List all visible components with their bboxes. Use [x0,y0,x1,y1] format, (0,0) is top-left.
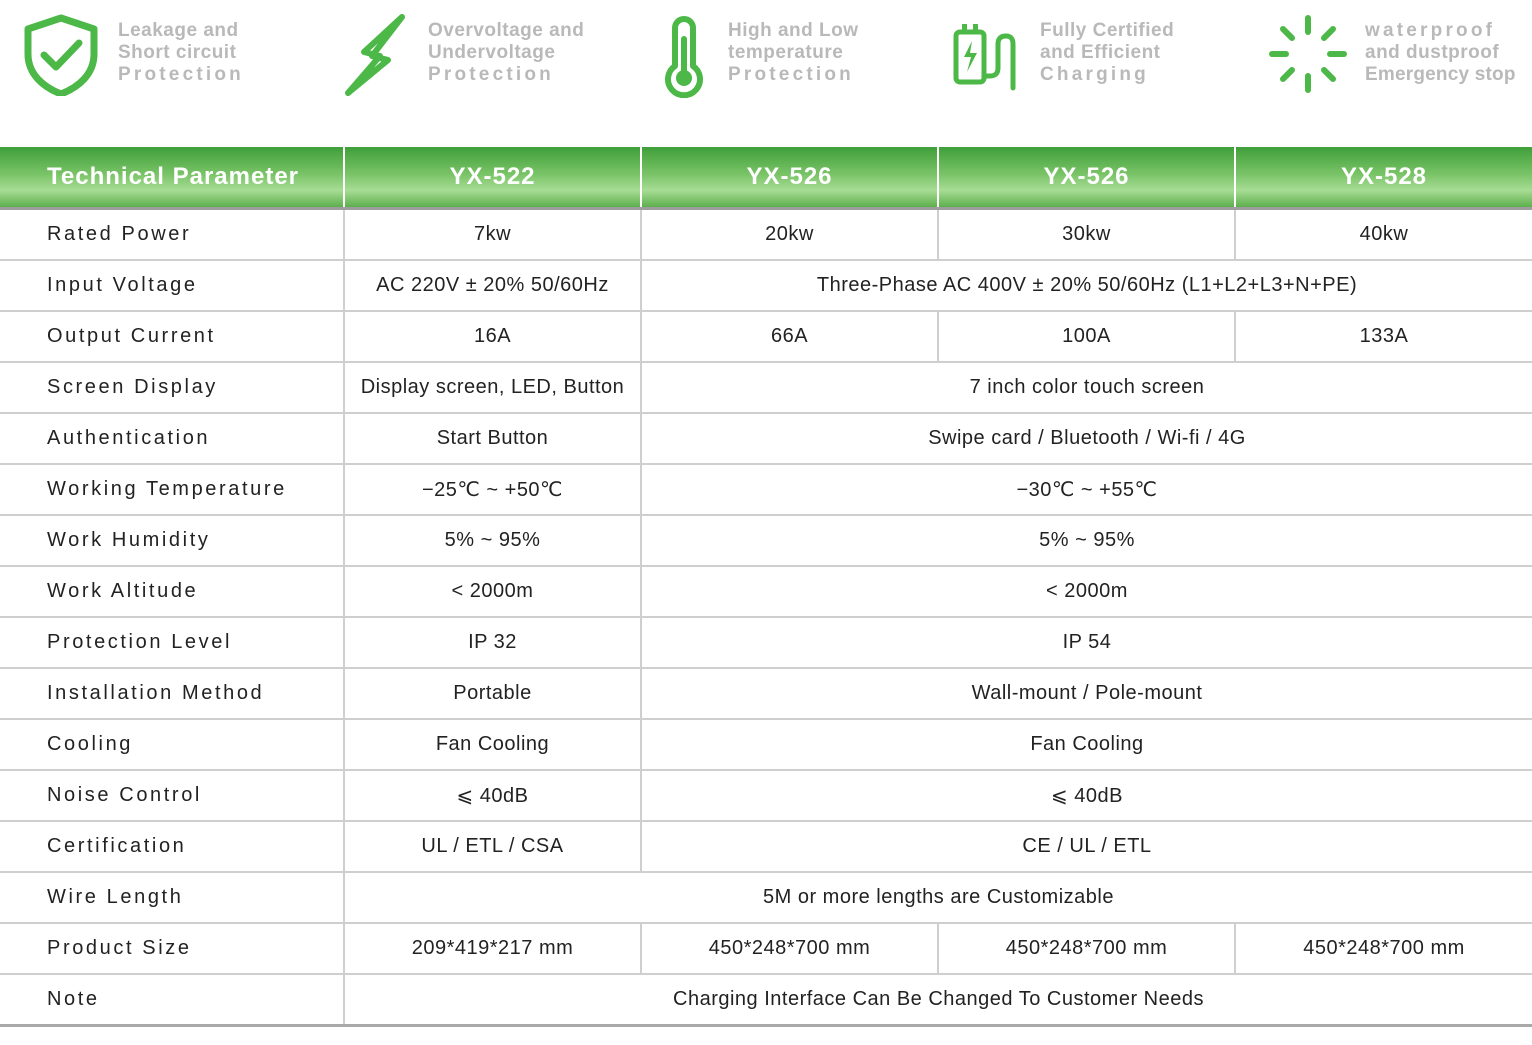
row-label: Rated Power [0,209,344,261]
table-cell: IP 32 [344,617,641,668]
header-model: YX-526 [641,147,938,209]
feature-text: Leakage and Short circuit Protection [118,20,244,85]
row-label: Authentication [0,413,344,464]
table-cell: UL / ETL / CSA [344,821,641,872]
table-cell: ⩽ 40dB [641,770,1532,821]
row-label: Work Humidity [0,515,344,566]
table-row [0,209,1532,261]
row-label: Note [0,974,344,1026]
table-cell: 100A [938,311,1235,362]
table-cell: 5% ~ 95% [641,515,1532,566]
table-row [0,872,1532,923]
table-row [0,668,1532,719]
table-cell: 5% ~ 95% [344,515,641,566]
table-cell: −30℃ ~ +55℃ [641,464,1532,515]
header-model: YX-526 [938,147,1235,209]
feature-waterproof-emergency [1268,14,1518,104]
table-cell: 7kw [344,209,641,261]
row-label: Wire Length [0,872,344,923]
feature-text: Overvoltage and Undervoltage Protection [428,20,585,85]
lightning-icon [344,14,406,96]
table-cell: 66A [641,311,938,362]
charger-plug-icon [950,14,1020,94]
table-cell: 450*248*700 mm [938,923,1235,974]
table-row [0,719,1532,770]
table-cell: Wall-mount / Pole-mount [641,668,1532,719]
row-label: Certification [0,821,344,872]
row-label: Cooling [0,719,344,770]
feature-voltage-protection [344,14,584,104]
table-cell: ⩽ 40dB [344,770,641,821]
table-row [0,566,1532,617]
table-cell: Portable [344,668,641,719]
table-cell: −25℃ ~ +50℃ [344,464,641,515]
table-row [0,413,1532,464]
table-cell: 133A [1235,311,1532,362]
table-cell: Start Button [344,413,641,464]
table-row [0,515,1532,566]
table-row [0,260,1532,311]
table-header-row [0,147,1532,209]
table-row [0,311,1532,362]
table-row [0,923,1532,974]
table-cell: 450*248*700 mm [1235,923,1532,974]
feature-text: Fully Certified and Efficient Charging [1040,20,1175,85]
table-row [0,770,1532,821]
table-cell: AC 220V ± 20% 50/60Hz [344,260,641,311]
table-row [0,617,1532,668]
table-cell: 16A [344,311,641,362]
table-row [0,362,1532,413]
row-label: Protection Level [0,617,344,668]
table-cell: IP 54 [641,617,1532,668]
table-cell: CE / UL / ETL [641,821,1532,872]
table-cell: Display screen, LED, Button [344,362,641,413]
table-cell: Three-Phase AC 400V ± 20% 50/60Hz (L1+L2+L3+N+PE) [641,260,1532,311]
feature-text: waterproof and dustproof Emergency stop [1365,20,1516,85]
feature-strip [0,0,1532,120]
table-cell: 40kw [1235,209,1532,261]
shield-check-icon [24,14,98,96]
table-cell: 20kw [641,209,938,261]
table-cell: 30kw [938,209,1235,261]
row-label: Installation Method [0,668,344,719]
table-cell: < 2000m [344,566,641,617]
feature-text: High and Low temperature Protection [728,20,859,85]
table-cell: 209*419*217 mm [344,923,641,974]
row-label: Noise Control [0,770,344,821]
row-label: Screen Display [0,362,344,413]
feature-certified-charging [950,14,1190,104]
table-row [0,821,1532,872]
table-cell: 450*248*700 mm [641,923,938,974]
table-cell: Charging Interface Can Be Changed To Customer Needs [344,974,1532,1026]
row-label: Work Altitude [0,566,344,617]
row-label: Working Temperature [0,464,344,515]
row-label: Output Current [0,311,344,362]
feature-leakage-protection [24,14,274,104]
table-cell: Fan Cooling [344,719,641,770]
table-cell: Swipe card / Bluetooth / Wi-fi / 4G [641,413,1532,464]
header-parameter: Technical Parameter [0,147,344,209]
table-cell: 7 inch color touch screen [641,362,1532,413]
row-label: Product Size [0,923,344,974]
spec-table [0,147,1532,1027]
table-cell: Fan Cooling [641,719,1532,770]
row-label: Input Voltage [0,260,344,311]
table-row [0,464,1532,515]
table-row [0,974,1532,1026]
sunburst-icon [1268,14,1348,94]
feature-temperature-protection [658,14,878,104]
table-cell: 5M or more lengths are Customizable [344,872,1532,923]
thermometer-icon [658,14,710,98]
header-model: YX-522 [344,147,641,209]
header-model: YX-528 [1235,147,1532,209]
table-cell: < 2000m [641,566,1532,617]
